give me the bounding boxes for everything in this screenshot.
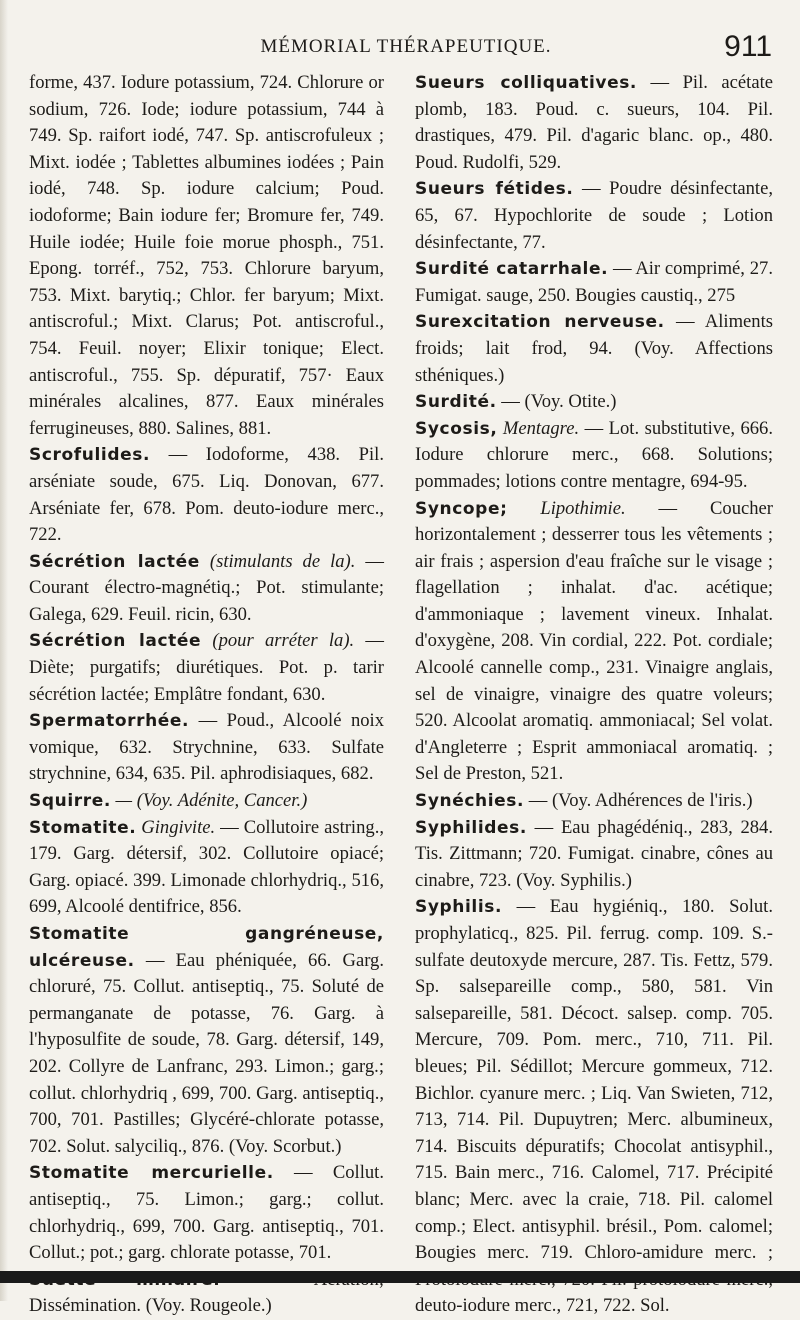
entry-text: — Collut. antiseptiq., 75. Limon.; garg.; collut. chlorhydriq., 699, 700. Garg. antiseptiq., 701. Collut.; pot.; garg. chlorate potasse, 701. (29, 1162, 384, 1264)
entry-text: — Pil. acétate plomb, 183. Poud. c. sueurs, 104. Pil. drastiques, 479. Pil. d'agaric blanc. op., 480. Poud. Rudolfi, 529. (415, 72, 773, 173)
index-entry (415, 389, 773, 416)
index-entry (29, 815, 384, 921)
index-entry (415, 788, 773, 815)
entry-heading: Sueurs colliquatives. (415, 73, 637, 93)
entry-text: — Coucher horizontalement ; desserrer tous les vêtements ; air frais ; aspersion d'eau fraîche sur le visage ; flagellation ; inhalat. d'ac. acétique; d'ammoniaque ; lavement vineux. Inhalat. d'oxygène, 208. Vin cordial, 222. Pot. cordiale; Alcoolé cannelle comp., 231. Vinaigre anglais, sel de vinaigre, vinaigre des quatre voleurs; 520. Alcoolat aromatiq. ammoniacal; Sel volat. d'Angleterre ; Esprit ammoniacal aromatiq. ; Sel de Preston, 521. (415, 497, 773, 785)
entry-text: Dissémination. (Voy. Rougeole.) (29, 1295, 272, 1317)
index-entry (415, 815, 773, 895)
entry-heading: Syphilis. (415, 897, 503, 918)
entry-text: — Air comprimé, 27. Fumigat. sauge, 250. Bougies caustiq., 275 (415, 258, 773, 306)
entry-note: Mentagre. (497, 417, 580, 439)
running-title: MÉMORIAL THÉRAPEUTIQUE. (260, 36, 552, 57)
page-gutter (0, 0, 8, 1301)
index-entry (415, 70, 773, 176)
entry-text: — Eau hygiéniq., 180. Solut. prophylaticq., 825. Pil. ferrug. comp. 109. S.-sulfate deutoxyde mercure, 287. Tis. Fettz, 579. Sp. salsepareille comp., 580, 581. Vin salsepareille, 581. Décoct. salsep. comp. 705. Mercure, 709. Pom. merc., 710, 711. Pil. bleues; Pil. Sédillot; Mercure gommeux, 712. Bichlor. cyanure merc. ; Liq. Van Swieten, 712, 713, 714. Pil. Dupuytren; Merc. albumineux, 714. Biscuits dépuratifs; Chocolat antisyphil., 715. Bain merc., 716. Calomel, 717. Précipité blanc; Merc. avec la craie, 718. Pil. calomel comp.; Elect. antisyphil. brésil., Pom. calomel; Bougies merc. 719. Chloro-amidure merc. ; deuto-iodure merc., 721, 722. Sol. (415, 896, 773, 1317)
entry-note: (pour arréter la). (201, 630, 355, 652)
running-head (40, 30, 772, 64)
entry-heading: Squirre. (29, 791, 111, 812)
bottom-rule (0, 1271, 800, 1283)
entry-note: Gingivite. (136, 816, 216, 838)
entry-text: — Courant électro-magnétiq.; Pot. stimulante; Galega, 629. Feuil. ricin, 630. (29, 550, 384, 625)
index-entry (415, 256, 773, 309)
left-column (29, 70, 384, 1320)
entry-heading: Syncope; (415, 498, 508, 519)
index-entry (29, 1160, 384, 1266)
index-entry (29, 628, 384, 708)
entry-heading: Sycosis, (415, 418, 498, 439)
entry-heading: Scrofulides. (29, 445, 151, 466)
entry-text: — Diète; purgatifs; diurétiques. Pot. p. tarir sécrétion lactée; Emplâtre fondant, 630. (29, 630, 384, 705)
entry-text: — Aliments froids; lait frod, 94. (Voy. Affections sthéniques.) (415, 311, 773, 386)
index-entry (29, 549, 384, 629)
entry-note: Lipothimie. (507, 497, 626, 519)
entry-heading: Stomatite gangréneuse, ulcéreuse. (29, 924, 384, 971)
entry-heading: Spermatorrhée. (29, 711, 190, 732)
entry-text: — (Voy. Otite.) (496, 391, 617, 413)
index-entry (29, 442, 384, 548)
entry-note: — (Voy. Adénite, Cancer.) (110, 790, 308, 812)
entry-text: — Poudre désinfectante, 65, 67. Hypochlorite de soude ; Lotion désinfectante, 77. (415, 178, 773, 253)
page-number: 911 (724, 30, 772, 63)
entry-text: — Iodoforme, 438. Pil. arséniate soude, 675. Liq. Donovan, 677. Arséniate fer, 678. Pom. deuto-iodure merc., 722. (29, 444, 384, 546)
entry-heading: Stomatite. (29, 817, 137, 838)
index-entry (29, 788, 384, 815)
index-entry (29, 70, 384, 442)
index-entry (415, 309, 773, 389)
index-entry (415, 416, 773, 496)
entry-text: — Poud., Alcoolé noix vomique, 632. Strychnine, 633. Sulfate strychnine, 634, 635. Pil. aphrodisiaques, 682. (29, 710, 384, 785)
entry-heading: Surdité. (415, 392, 497, 413)
index-entry (29, 708, 384, 788)
entry-heading: Surexcitation nerveuse. (415, 312, 665, 333)
index-entry (415, 496, 773, 789)
entry-heading: Syphilides. (415, 817, 527, 838)
entry-heading: Sueurs fétides. (415, 179, 574, 200)
entry-text: — (Voy. Adhérences de l'iris.) (524, 790, 753, 812)
entry-heading: Surdité catarrhale. (415, 259, 609, 280)
entry-heading: Sécrétion lactée (29, 551, 200, 572)
entry-text: — Eau phagédéniq., 283, 284. Tis. Zittmann; 720. Fumigat. cinabre, cônes au cinabre, 723. (Voy. Syphilis.) (415, 816, 773, 891)
entry-heading: Stomatite mercurielle. (29, 1163, 274, 1184)
entry-heading: Sécrétion lactée (29, 631, 202, 652)
right-column (415, 70, 773, 1320)
entry-text: — Eau phéniquée, 66. Garg. chloruré, 75. Collut. antiseptiq., 75. Soluté de permanganate de potasse, 76. Garg. à l'hyposulfite de soude, 78. Garg. détersif, 149, 202. Collyre de Lanfranc, 293. Limon.; garg.; collut. chlorhydriq , 699, 700. Garg. antiseptiq., 700, 701. Pastilles; Glycéré-chlorate potasse, 702. Solut. salyciliq., 876. (Voy. Scorbut.) (29, 949, 384, 1157)
entry-note: (stimulants de la). (199, 550, 356, 572)
index-entry (415, 176, 773, 256)
entry-text: forme, 437. Iodure potassium, 724. Chlorure or sodium, 726. Iode; iodure potassium, 744 à 749. Sp. raifort iodé, 747. Sp. antiscrofuleux ; Mixt. iodée ; Tablettes albumines iodées ; Pain iodé, 748. Sp. iodure calcium; Poud. iodoforme; Bain iodure fer; Bromure fer, 749. Huile iodée; Huile foie morue phosph., 751. Epong. torréf., 752, 753. Chlorure baryum, 753. Mixt. barytiq.; Chlor. fer baryum; Mixt. antiscroful.; Mixt. Clarus; Pot. antiscroful., 754. Feuil. noyer; Elixir tonique; Elect. antiscroful., 755. Sp. dépuratif, 757· Eaux minérales alcalines, 877. Eaux minérales ferrugineuses, 880. Salines, 881. (29, 72, 384, 439)
entry-text: — Lot. substitutive, 666. Iodure chlorure merc., 668. Solutions; pommades; lotions contre mentagre, 694-95. (415, 417, 773, 492)
entry-heading: Synéchies. (415, 791, 525, 812)
index-entry (415, 894, 773, 1320)
index-entry (29, 921, 384, 1160)
entry-text: — Collutoire astring., 179. Garg. détersif, 302. Collutoire opiacé; Garg. opiacé. 399. Limonade chlorhydriq., 516, 699, Alcoolé dentifrice, 856. (29, 816, 384, 918)
